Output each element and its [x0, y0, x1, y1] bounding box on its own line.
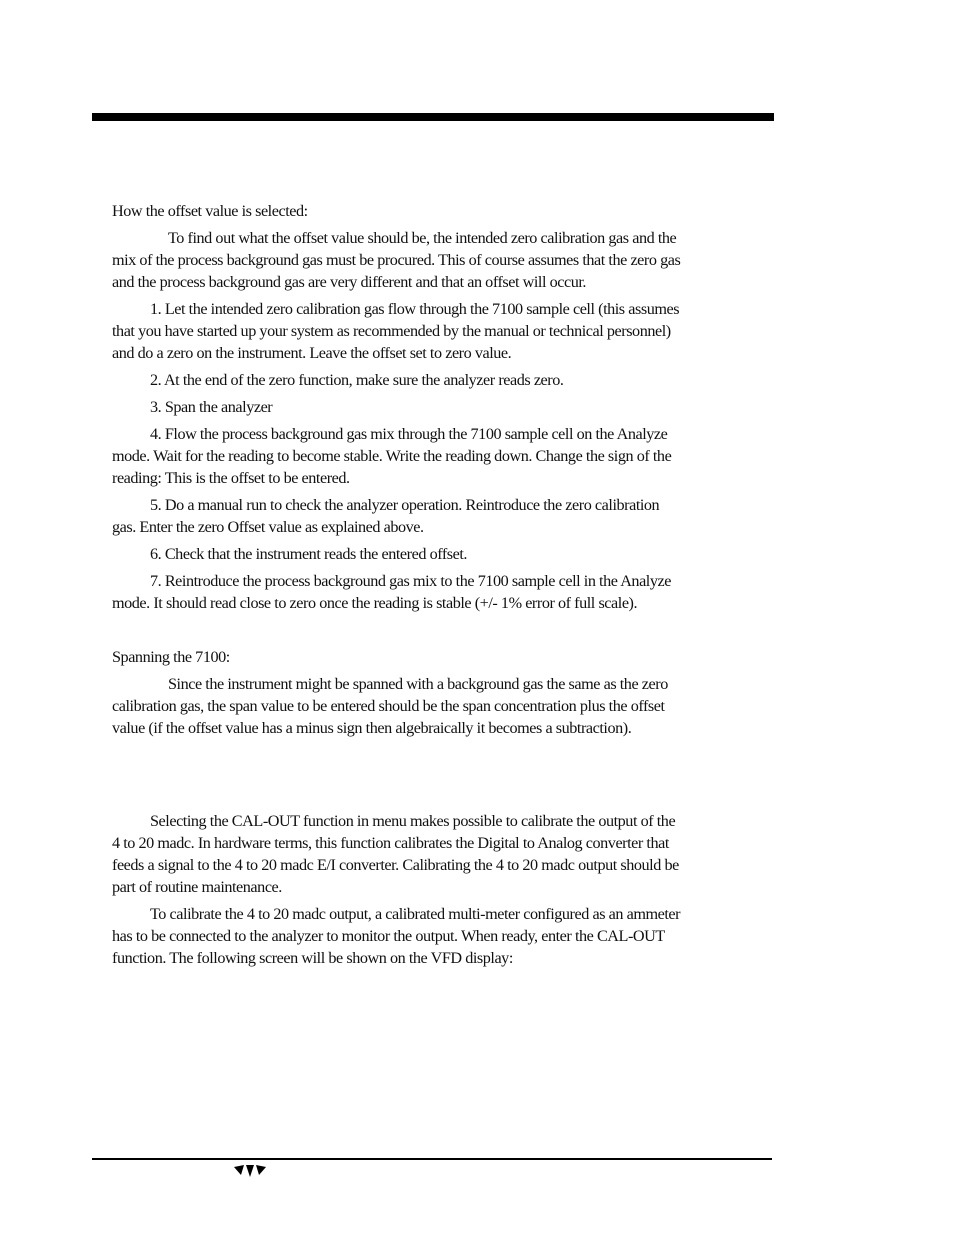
offset-step-7: 7. Reintroduce the process background gas mix to the 7100 sample cell in the Analyze mode. It should read close to zero once the reading is stable (+/- 1% error of full scale).	[112, 572, 671, 612]
teledyne-logo-icon	[232, 1163, 268, 1179]
document-body	[112, 200, 682, 969]
offset-step-6: 6. Check that the instrument reads the entered offset.	[150, 545, 468, 563]
offset-step-1: 1. Let the intended zero calibration gas flow through the 7100 sample cell (this assumes that you have started up your system as recommended by the manual or technical personnel) and do a zero on the instrument. Leave the offset set to zero value.	[112, 300, 680, 362]
offset-step-4: 4. Flow the process background gas mix through the 7100 sample cell on the Analyze mode. Wait for the reading to become stable. Write the reading down. Change the sign of the reading: This is the offset to be entered.	[112, 425, 672, 487]
header-rule	[92, 113, 774, 121]
calout-paragraph-1: Selecting the CAL-OUT function in menu makes possible to calibrate the output of the 4 to 20 madc. In hardware terms, this function calibrates the Digital to Analog converter that feeds a signal to the 4 to 20 madc E/I converter. Calibrating the 4 to 20 madc output should be part of routine maintenance.	[112, 812, 679, 896]
offset-heading: How the offset value is selected:	[112, 202, 308, 220]
offset-step-2: 2. At the end of the zero function, make sure the analyzer reads zero.	[150, 371, 564, 389]
offset-step-3: 3. Span the analyzer	[150, 398, 273, 416]
calout-paragraph-2: To calibrate the 4 to 20 madc output, a calibrated multi-meter configured as an ammeter has to be connected to the analyzer to monitor the output. When ready, enter the CAL-OUT function. The following screen will be shown on the VFD display:	[112, 905, 681, 967]
footer-rule	[92, 1158, 772, 1160]
offset-step-5: 5. Do a manual run to check the analyzer operation. Reintroduce the zero calibration gas. Enter the zero Offset value as explained above.	[112, 496, 660, 536]
span-heading: Spanning the 7100:	[112, 648, 230, 666]
span-paragraph: Since the instrument might be spanned with a background gas the same as the zero calibration gas, the span value to be entered should be the span concentration plus the offset value (if the offset value has a minus sign then algebraically it becomes a subtraction).	[112, 675, 668, 737]
offset-intro-paragraph: To find out what the offset value should be, the intended zero calibration gas and the mix of the process background gas must be procured. This of course assumes that the zero gas and the process background gas are very different and that an offset will occur.	[112, 229, 681, 291]
